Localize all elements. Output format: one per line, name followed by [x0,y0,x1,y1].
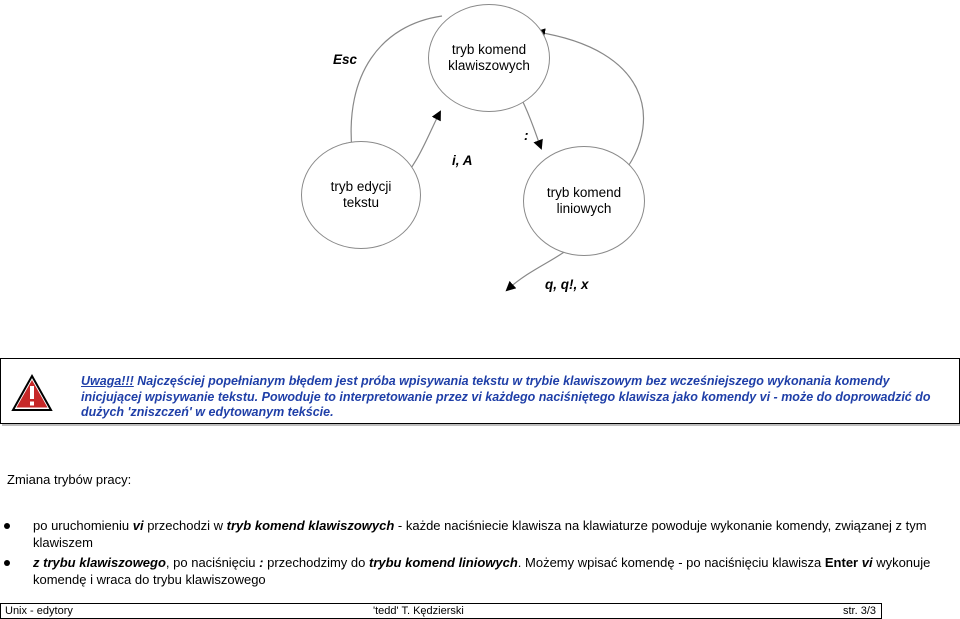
node-edit-mode-line1: tryb edycji [330,179,392,194]
edge-label-quit: q, q!, x [545,277,589,292]
node-command-mode-line1: tryb komend [451,42,527,57]
bullet2-line-mode: trybu komend liniowych [369,555,518,570]
bullet-icon [4,560,10,566]
section-title: Zmiana trybów pracy: [7,472,132,487]
warning-text [81,374,951,421]
warning-triangle-icon [11,373,53,413]
bullet2-text2: przechodzimy do [263,555,369,570]
bullet2-enter: Enter [824,555,859,570]
node-edit-mode [301,141,421,249]
bullet2-text3: . Możemy wpisać komendę - po naciśnięciu klawisza [517,555,825,570]
bullet1-text3: - każde naciśniecie klawisza na klawiaturze powoduje wykonanie komendy, związanej z tym klawiszem [33,518,927,550]
bullet1-text1: po uruchomieniu [33,518,133,533]
list-item [0,518,950,551]
footer-left: Unix - edytory [5,605,73,617]
bullet1-vi: vi [132,518,144,533]
node-line-mode [523,146,645,256]
mode-change-list [0,518,950,592]
warning-body: Najczęściej popełnianym błędem jest próba wpisywania tekstu w trybie klawiszowym bez wcześniejszego wykonania komendy inicjującej wpisywanie tekstu. Powoduje to interpretowanie przez vi każdego naciśniętego klawisza jako komendy vi - może do doprowadzić do dużych 'zniszczeń' w edytowanym tekście. [81,374,931,419]
bullet2-from-mode: z trybu klawiszowego [33,555,166,570]
bullet-icon [4,523,10,529]
warning-lead: Uwaga!!! [81,374,134,388]
node-command-mode [428,4,550,112]
list-item [0,555,950,588]
footer-right: str. 3/3 [843,605,877,617]
node-line-mode-line2: liniowych [556,201,612,216]
footer-center: 'tedd' T. Kędzierski [373,605,464,617]
node-command-mode-line2: klawiszowych [448,58,530,73]
bullet2-colon: : [259,555,264,570]
bullet1-text2: przechodzi w [143,518,227,533]
bullet2-text5: wykonuje komendę i wraca do trybu klawiszowego [33,555,931,587]
bullet2-text1: , po naciśnięciu [165,555,260,570]
node-line-mode-line1: tryb komend [546,185,622,200]
edge-label-esc: Esc [333,52,358,67]
bullet2-vi: vi [861,555,873,570]
page-footer [0,603,882,619]
bullet1-command-mode: tryb komend klawiszowych [226,518,395,533]
arrow-command-to-edit [351,16,442,150]
edge-label-colon: : [524,128,529,143]
warning-box [0,358,960,424]
node-edit-mode-line2: tekstu [342,195,380,210]
edge-label-insert: i, A [452,153,473,168]
